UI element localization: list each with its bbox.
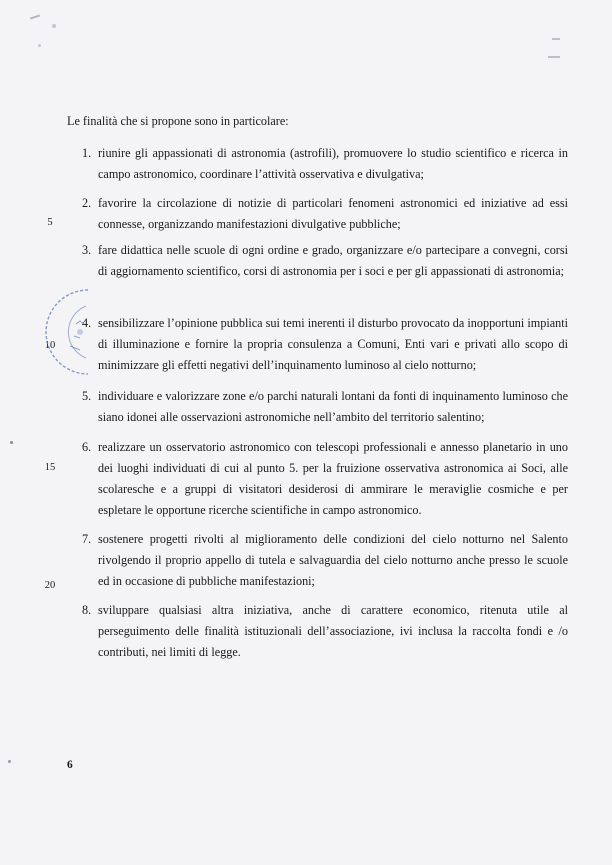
page-number: 6 <box>67 759 73 771</box>
scan-speck <box>552 38 560 40</box>
stamp-icon <box>40 284 92 380</box>
scan-speck <box>52 24 56 28</box>
list-item <box>82 313 568 376</box>
item-text: riunire gli appassionati di astronomia (astrofili), promuovere lo studio scientifico e ricerca in campo astronomico, coordinare l’attività osservativa e divulgativa; <box>98 146 568 181</box>
line-number: 5 <box>47 217 53 228</box>
line-number: 20 <box>44 580 56 591</box>
item-number: 8. <box>82 603 92 617</box>
item-text: individuare e valorizzare zone e/o parchi naturali lontani da fonti di inquinamento luminoso che siano idonei alle osservazioni astronomiche nell’ambito del territorio salentino; <box>98 389 568 424</box>
scan-speck <box>10 441 13 444</box>
item-number: 1. <box>82 146 92 160</box>
scan-speck <box>30 15 40 20</box>
line-number: 10 <box>44 340 56 351</box>
item-number: 3. <box>82 243 92 257</box>
item-text: realizzare un osservatorio astronomico con telescopi professionali e annesso planetario in uno dei luoghi individuati di cui al punto 5. per la fruizione osservativa astronomica ai Soci, alle scolaresche e a gruppi di visitatori desiderosi di ammirare le meraviglie cosmiche e per espletare le opportune ricerche scientifiche in campo astronomico. <box>98 440 568 517</box>
list-item <box>82 386 568 428</box>
item-number: 7. <box>82 532 92 546</box>
item-text: favorire la circolazione di notizie di particolari fenomeni astronomici ed iniziative ad essi connesse, organizzando manifestazioni divulgative pubbliche; <box>98 196 568 231</box>
list-item <box>82 240 568 282</box>
item-text: sviluppare qualsiasi altra iniziativa, anche di carattere economico, ritenuta utile al perseguimento delle finalità istituzionali dell’associazione, ivi inclusa la raccolta fondi e /o contributi, nei limiti di legge. <box>98 603 568 659</box>
item-number: 4. <box>82 316 92 330</box>
item-text: sostenere progetti rivolti al miglioramento delle condizioni del cielo notturno nel Salento rivolgendo il proprio appello di tutela e salvaguardia del cielo notturno anche presso le scuole ed in occasione di pubbliche manifestazioni; <box>98 532 568 588</box>
scan-speck <box>548 56 560 58</box>
list-item <box>82 143 568 185</box>
intro-text: Le finalità che si propone sono in particolare: <box>67 114 289 128</box>
list-item <box>82 437 568 521</box>
scan-speck <box>38 44 41 47</box>
item-text: fare didattica nelle scuole di ogni ordine e grado, organizzare e/o partecipare a convegni, corsi di aggiornamento scientifico, corsi di astronomia per i soci e per gli appassionati di astronomia; <box>98 243 568 278</box>
line-number: 15 <box>44 462 56 473</box>
item-number: 5. <box>82 389 92 403</box>
list-item <box>82 529 568 592</box>
list-item <box>82 193 568 235</box>
item-number: 6. <box>82 440 92 454</box>
scan-speck <box>8 760 11 763</box>
item-text: sensibilizzare l’opinione pubblica sui temi inerenti il disturbo provocato da inopportuni impianti di illuminazione e fornire la propria consulenza a Comuni, Enti vari e privati allo scopo di minimizzare gli effetti negativi dell’inquinamento luminoso al cielo notturno; <box>98 316 568 372</box>
item-number: 2. <box>82 196 92 210</box>
list-item <box>82 600 568 663</box>
